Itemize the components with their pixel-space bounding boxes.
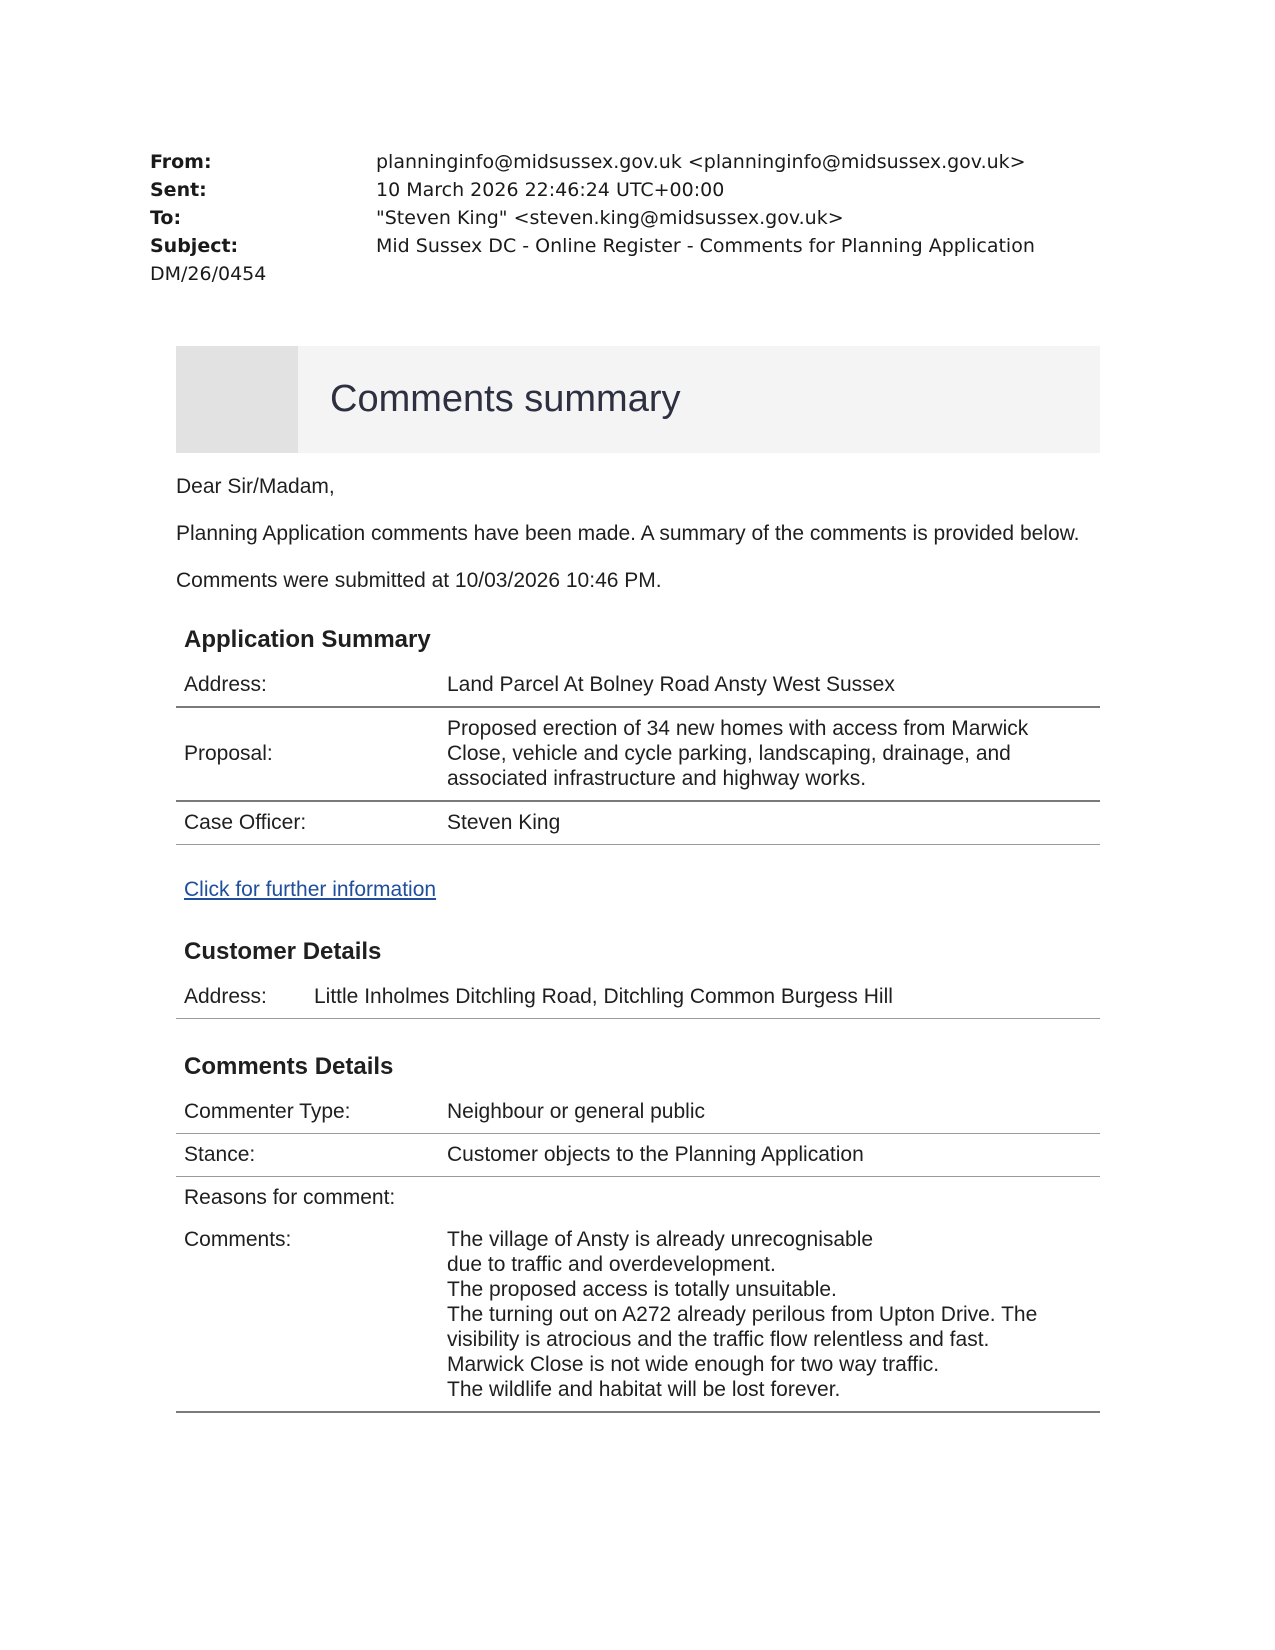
table-row [176,1091,1100,1134]
commenter-type-value: Neighbour or general public [439,1091,1100,1134]
commenter-type-label: Commenter Type: [176,1091,439,1134]
table-row [176,1177,1100,1220]
banner-main-block [298,346,1100,453]
comments-label: Comments: [176,1219,439,1412]
table-row [176,801,1100,845]
reasons-label: Reasons for comment: [184,1186,396,1209]
reasons-value [439,1177,1100,1220]
further-info-link-container [176,878,1100,902]
table-row [176,707,1100,801]
customer-details-table [176,976,1100,1019]
comments-details-table [176,1091,1100,1413]
greeting-text: Dear Sir/Madam, [176,475,335,498]
email-header [150,148,1150,288]
comment-line: The turning out on A272 already perilous from Upton Drive. The visibility is atrocious and the traffic flow relentless and fast. [447,1303,1038,1351]
email-body [176,346,1100,1413]
email-subject-value: Mid Sussex DC - Online Register - Comments for Planning Application [376,235,1035,257]
email-from-row [150,148,1150,176]
proposal-value: Proposed erection of 34 new homes with access from Marwick Close, vehicle and cycle parking, landscaping, drainage, and associated infrastructure and highway works. [439,707,1100,801]
page-title: Comments summary [330,378,681,420]
customer-details-heading: Customer Details [184,938,382,965]
email-sent-label: Sent: [150,179,207,201]
comment-line: The village of Ansty is already unrecognisable [447,1228,874,1251]
email-subject-row [150,232,1150,260]
table-row [176,1219,1100,1412]
comment-line: due to traffic and overdevelopment. [447,1253,776,1276]
case-officer-label: Case Officer: [176,801,439,845]
banner-side-block [176,346,298,453]
case-officer-value: Steven King [439,801,1100,845]
further-information-link[interactable]: Click for further information [184,878,437,901]
table-row [176,976,1100,1019]
comments-value [439,1219,1100,1412]
email-from-label: From: [150,151,212,173]
comment-line: The proposed access is totally unsuitable. [447,1278,837,1301]
stance-value: Customer objects to the Planning Application [439,1134,1100,1177]
comment-line: The wildlife and habitat will be lost forever. [447,1378,841,1401]
stance-label: Stance: [176,1134,439,1177]
submitted-time-text: Comments were submitted at 10/03/2026 10:46 PM. [176,569,662,592]
email-from-value: planninginfo@midsussex.gov.uk <planninginfo@midsussex.gov.uk> [376,151,1026,173]
email-subject-continuation: DM/26/0454 [150,263,267,285]
comments-details-heading: Comments Details [184,1053,394,1080]
email-to-value: "Steven King" <steven.king@midsussex.gov.uk> [376,207,844,229]
email-subject-label: Subject: [150,235,239,257]
comments-summary-banner [176,346,1100,453]
table-row [176,664,1100,707]
intro-message: Planning Application comments have been made. A summary of the comments is provided below. [176,522,1080,545]
comment-line: Marwick Close is not wide enough for two way traffic. [447,1353,940,1376]
application-summary-heading: Application Summary [184,626,431,653]
proposal-label: Proposal: [176,707,439,801]
customer-address-value: Little Inholmes Ditchling Road, Ditchling Common Burgess Hill [306,976,1100,1019]
application-summary-table [176,664,1100,845]
table-row [176,1134,1100,1177]
email-sent-value: 10 March 2026 22:46:24 UTC+00:00 [376,179,725,201]
email-sent-row [150,176,1150,204]
customer-address-label: Address: [176,976,306,1019]
address-value: Land Parcel At Bolney Road Ansty West Sussex [439,664,1100,707]
email-to-row [150,204,1150,232]
email-to-label: To: [150,207,182,229]
address-label: Address: [176,664,439,707]
